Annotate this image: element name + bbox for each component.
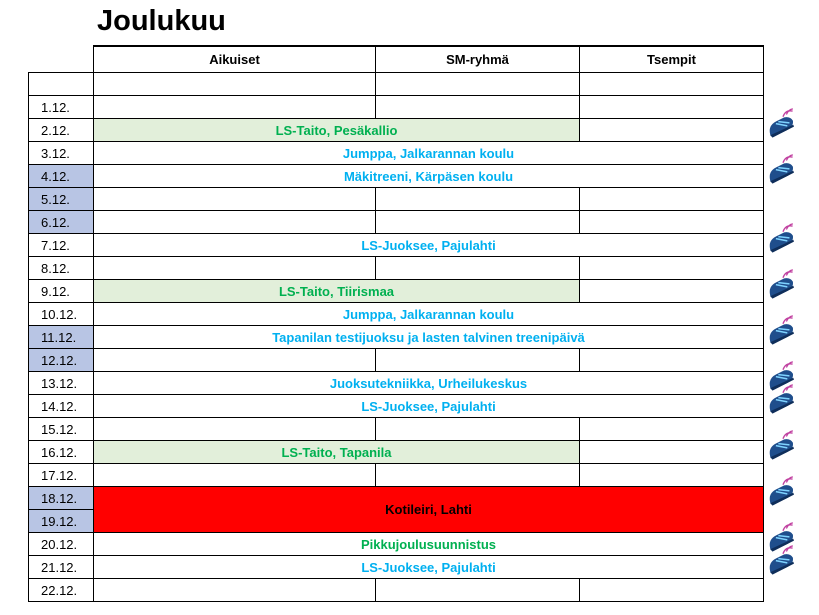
table-row xyxy=(29,303,764,326)
date-cell: 20.12. xyxy=(29,533,94,556)
cell-aikuiset xyxy=(94,211,376,234)
date-cell: 18.12. xyxy=(29,487,94,510)
table-row xyxy=(29,96,764,119)
date-cell: 13.12. xyxy=(29,372,94,395)
cell-tsempit xyxy=(580,211,764,234)
cell-aikuiset xyxy=(94,418,376,441)
cell-aikuiset xyxy=(94,73,376,96)
cell-aikuiset xyxy=(94,349,376,372)
cell-tsempit xyxy=(580,349,764,372)
table-row xyxy=(29,372,764,395)
cell-tsempit xyxy=(580,441,764,464)
running-shoe-icon xyxy=(764,546,799,575)
blank-row xyxy=(29,73,764,96)
column-header-sm-ryhma: SM-ryhmä xyxy=(376,46,580,73)
date-cell: 4.12. xyxy=(29,165,94,188)
event-cell: Mäkitreeni, Kärpäsen koulu xyxy=(94,165,764,188)
header-corner xyxy=(29,46,94,73)
event-cell: LS-Juoksee, Pajulahti xyxy=(94,556,764,579)
cell-sm-ryhma xyxy=(376,418,580,441)
running-shoe-icon xyxy=(764,477,799,506)
table-row xyxy=(29,119,764,142)
cell-sm-ryhma xyxy=(376,188,580,211)
event-cell: Tapanilan testijuoksu ja lasten talvinen treenipäivä xyxy=(94,326,764,349)
cell-sm-ryhma xyxy=(376,579,580,602)
cell-tsempit xyxy=(580,257,764,280)
date-cell: 12.12. xyxy=(29,349,94,372)
cell-sm-ryhma xyxy=(376,464,580,487)
cell-aikuiset xyxy=(94,579,376,602)
cell-tsempit xyxy=(580,96,764,119)
date-cell: 8.12. xyxy=(29,257,94,280)
date-cell: 2.12. xyxy=(29,119,94,142)
cell-tsempit xyxy=(580,280,764,303)
date-cell: 14.12. xyxy=(29,395,94,418)
table-row xyxy=(29,441,764,464)
event-cell: Kotileiri, Lahti xyxy=(94,487,764,533)
cell-sm-ryhma xyxy=(376,257,580,280)
cell-aikuiset xyxy=(94,188,376,211)
date-cell xyxy=(29,73,94,96)
running-shoe-icon xyxy=(764,362,799,391)
running-shoe-icon xyxy=(764,431,799,460)
table-row xyxy=(29,257,764,280)
date-cell: 1.12. xyxy=(29,96,94,119)
table-row xyxy=(29,349,764,372)
date-cell: 7.12. xyxy=(29,234,94,257)
table-row xyxy=(29,211,764,234)
running-shoe-icon xyxy=(764,109,799,138)
date-cell: 17.12. xyxy=(29,464,94,487)
cell-tsempit xyxy=(580,188,764,211)
date-cell: 19.12. xyxy=(29,510,94,533)
table-row xyxy=(29,487,764,510)
event-cell: LS-Taito, Pesäkallio xyxy=(94,119,580,142)
event-cell: Pikkujoulusuunnistus xyxy=(94,533,764,556)
table-row xyxy=(29,188,764,211)
date-cell: 21.12. xyxy=(29,556,94,579)
table-row xyxy=(29,280,764,303)
cell-sm-ryhma xyxy=(376,349,580,372)
cell-tsempit xyxy=(580,73,764,96)
cell-tsempit xyxy=(580,418,764,441)
table-row xyxy=(29,142,764,165)
running-shoe-icon xyxy=(764,316,799,345)
cell-sm-ryhma xyxy=(376,96,580,119)
table-row xyxy=(29,234,764,257)
table-row xyxy=(29,556,764,579)
date-cell: 16.12. xyxy=(29,441,94,464)
table-row xyxy=(29,418,764,441)
date-cell: 6.12. xyxy=(29,211,94,234)
event-cell: Jumppa, Jalkarannan koulu xyxy=(94,303,764,326)
table-row xyxy=(29,395,764,418)
event-cell: LS-Juoksee, Pajulahti xyxy=(94,395,764,418)
event-cell: LS-Taito, Tiirismaa xyxy=(94,280,580,303)
date-cell: 9.12. xyxy=(29,280,94,303)
event-cell: Juoksutekniikka, Urheilukeskus xyxy=(94,372,764,395)
column-header-aikuiset: Aikuiset xyxy=(94,46,376,73)
page-title: Joulukuu xyxy=(97,5,226,37)
cell-aikuiset xyxy=(94,257,376,280)
cell-sm-ryhma xyxy=(376,73,580,96)
table-row xyxy=(29,464,764,487)
header-row xyxy=(29,46,764,73)
cell-tsempit xyxy=(580,579,764,602)
cell-aikuiset xyxy=(94,96,376,119)
table-row xyxy=(29,579,764,602)
cell-tsempit xyxy=(580,119,764,142)
cell-aikuiset xyxy=(94,464,376,487)
running-shoe-icon xyxy=(764,155,799,184)
date-cell: 5.12. xyxy=(29,188,94,211)
calendar-table xyxy=(28,45,764,602)
running-shoe-icon xyxy=(764,523,799,552)
date-cell: 10.12. xyxy=(29,303,94,326)
date-cell: 15.12. xyxy=(29,418,94,441)
event-cell: Jumppa, Jalkarannan koulu xyxy=(94,142,764,165)
date-cell: 22.12. xyxy=(29,579,94,602)
table-row xyxy=(29,326,764,349)
running-shoe-icon xyxy=(764,224,799,253)
date-cell: 3.12. xyxy=(29,142,94,165)
cell-sm-ryhma xyxy=(376,211,580,234)
column-header-tsempit: Tsempit xyxy=(580,46,764,73)
event-cell: LS-Taito, Tapanila xyxy=(94,441,580,464)
running-shoe-icon xyxy=(764,385,799,414)
running-shoe-icon xyxy=(764,270,799,299)
table-row xyxy=(29,165,764,188)
date-cell: 11.12. xyxy=(29,326,94,349)
table-row xyxy=(29,533,764,556)
cell-tsempit xyxy=(580,464,764,487)
event-cell: LS-Juoksee, Pajulahti xyxy=(94,234,764,257)
